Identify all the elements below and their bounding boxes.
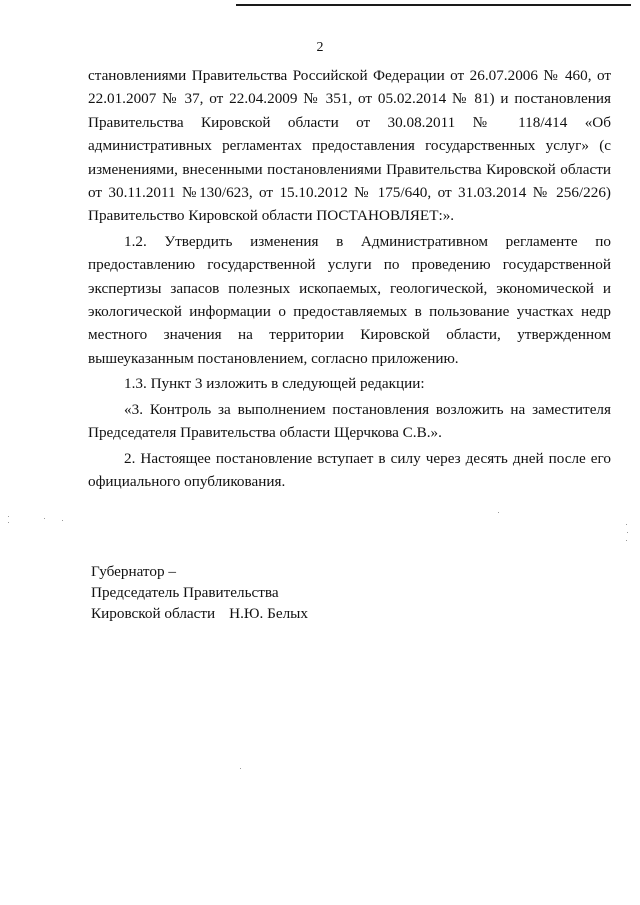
scan-speck [62,520,63,521]
scan-speck [240,768,241,769]
signature-region: Кировской области [91,605,216,622]
scan-speck [8,516,9,517]
scan-speck [498,512,499,513]
paragraph-1-3: 1.3. Пункт 3 изложить в следующей редакции: [124,375,425,393]
scan-speck [626,524,627,525]
scan-speck [626,540,627,541]
paragraph-quote-3: «3. Контроль за выполнением постановления возложить на заместителя Председателя Правительства области Щерчкова С.В.». [88,400,611,442]
paragraph-2: 2. Настоящее постановление вступает в силу через десять дней после его официального опубликования. [88,449,611,490]
signature-position-line: Председатель Правительства [91,584,279,601]
paragraph-continuation: становлениями Правительства Российской Федерации от 26.07.2006 № 460, от 22.01.2007 № 37, от 22.04.2009 № 351, от 05.02.2014 № 81) и постановления Правительства Кировской области от 30.08.2011 № 118/414 «Об административных регламентах предоставления государственных услуг» (с изменениями, внесенными постановлениями Правительства Кировской области от 30.11.2011 №130/623, от 15.10.2012 № 175/640, от 31.03.2014 № 256/226) Правительство Кировской области ПОСТАНОВЛЯЕТ:». [88,67,611,225]
signature-name: Н.Ю. Белых [229,605,308,622]
document-body [88,64,611,493]
signature-title-line: Губернатор – [91,563,176,580]
paragraph-1-2: 1.2. Утвердить изменения в Административном регламенте по предоставлению государственной услуги по проведению государственной экспертизы запасов полезных ископаемых, геологической, экономической и экологической информации о предоставляемых в пользование участках недр местного значения на территории Кировской области, утвержденном вышеуказанным постановлением, согласно приложению. [88,232,611,367]
scan-speck [8,522,9,523]
page-number: 2 [316,40,324,55]
scan-edge-line [236,4,631,6]
scan-speck [627,532,628,533]
scan-speck [44,518,45,519]
signature-region-line [91,603,308,624]
signature-block [91,561,308,624]
